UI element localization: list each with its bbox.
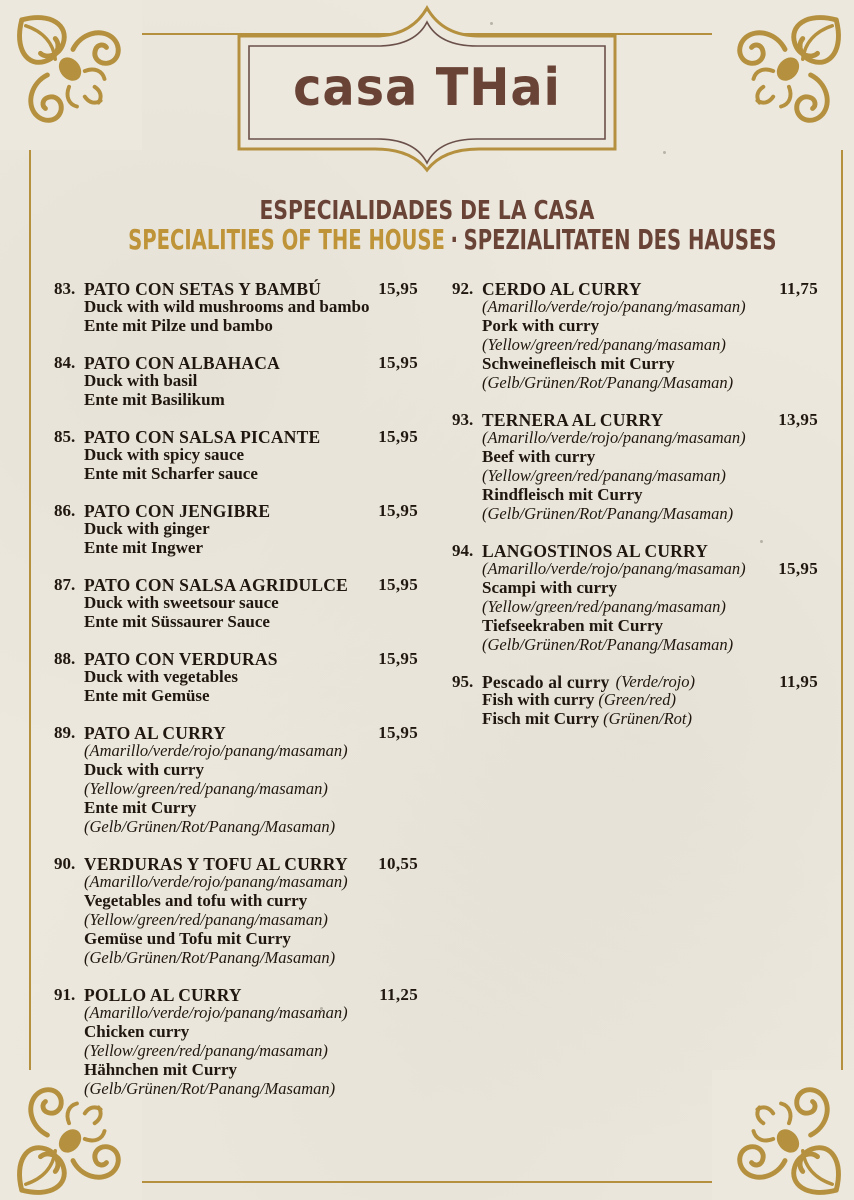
item-number: 91. (54, 985, 76, 1004)
item-title: TERNERA AL CURRY (482, 410, 664, 430)
item-description-line: Duck with basil (84, 371, 198, 390)
item-number: 85. (54, 427, 76, 446)
item-description-line: Ente mit Gemüse (84, 686, 210, 705)
item-title: PATO CON VERDURAS (84, 649, 278, 669)
item-header (54, 650, 418, 668)
item-descriptions (452, 298, 818, 393)
item-description-line: Fisch mit Curry (Grünen/Rot) (482, 709, 692, 728)
menu-item (54, 724, 418, 837)
item-description-line: Chicken curry (84, 1022, 190, 1041)
item-description-line: Beef with curry (482, 447, 596, 466)
item-number: 88. (54, 649, 76, 668)
item-descriptions (54, 668, 418, 706)
item-price: 15,95 (378, 501, 418, 520)
item-title: CERDO AL CURRY (482, 279, 642, 299)
item-price: 15,95 (378, 649, 418, 668)
item-header (54, 502, 418, 520)
item-description-line: (Gelb/Grünen/Rot/Panang/Masaman) (482, 635, 734, 654)
menu-body (54, 280, 818, 1099)
menu-item (54, 354, 418, 410)
thai-floral-corner-ornament-icon (722, 10, 850, 138)
item-descriptions (452, 691, 818, 729)
item-description-line: Ente mit Süssaurer Sauce (84, 612, 270, 631)
item-description-line: Gemüse und Tofu mit Curry (84, 929, 291, 948)
menu-item (452, 280, 818, 393)
item-price: 11,25 (379, 985, 418, 1004)
item-description-line: Duck with wild mushrooms and bambo (84, 297, 370, 316)
item-price: 11,95 (779, 672, 818, 691)
item-price: 15,95 (378, 427, 418, 446)
item-description-line: (Yellow/green/red/panang/masaman) (482, 335, 726, 354)
item-title: PATO CON SALSA PICANTE (84, 427, 321, 447)
item-description-line: (Yellow/green/red/panang/masaman) (84, 779, 328, 798)
item-price: 15,95 (378, 279, 418, 298)
restaurant-name: casa THai (293, 58, 561, 118)
item-description-line: (Gelb/Grünen/Rot/Panang/Masaman) (482, 504, 734, 523)
item-header (452, 280, 818, 298)
item-title-variant: (Verde/rojo) (615, 672, 696, 691)
item-description-line: (Gelb/Grünen/Rot/Panang/Masaman) (84, 817, 336, 836)
item-description-line: (Gelb/Grünen/Rot/Panang/Masaman) (84, 948, 336, 967)
thai-floral-corner-ornament-icon (8, 10, 136, 138)
item-description-line: Hähnchen mit Curry (84, 1060, 237, 1079)
item-description-line: (Amarillo/verde/rojo/panang/masaman) (84, 741, 348, 760)
item-descriptions (54, 1004, 418, 1099)
item-descriptions (54, 520, 418, 558)
item-description-line: (Amarillo/verde/rojo/panang/masaman) (482, 428, 746, 447)
item-description-line: (Gelb/Grünen/Rot/Panang/Masaman) (84, 1079, 336, 1098)
item-description-line: Duck with sweetsour sauce (84, 593, 279, 612)
item-price: 10,55 (378, 854, 418, 873)
item-description-line: (Amarillo/verde/rojo/panang/masaman) (482, 297, 746, 316)
item-title: PATO CON ALBAHACA (84, 353, 280, 373)
item-title: PATO CON SALSA AGRIDULCE (84, 575, 348, 595)
item-number: 84. (54, 353, 76, 372)
item-price: 15,95 (378, 353, 418, 372)
menu-item (54, 650, 418, 706)
item-price: 11,75 (779, 279, 818, 298)
item-description-line: Ente mit Scharfer sauce (84, 464, 258, 483)
item-description-line: Duck with ginger (84, 519, 210, 538)
item-price: 13,95 (778, 410, 818, 429)
item-number: 93. (452, 410, 474, 429)
item-title: Pescado al curry (482, 672, 610, 692)
item-descriptions (54, 873, 418, 968)
item-description-line: (Amarillo/verde/rojo/panang/masaman) (84, 1003, 348, 1022)
paper-speck (490, 22, 493, 25)
item-description-line: (Amarillo/verde/rojo/panang/masaman) (84, 872, 348, 891)
paper-speck (760, 540, 763, 543)
paper-speck (548, 610, 551, 613)
item-number: 83. (54, 279, 76, 298)
menu-item (452, 542, 818, 655)
item-description-line: Duck with spicy sauce (84, 445, 245, 464)
paper-speck (663, 151, 666, 154)
item-description-line: Vegetables and tofu with curry (84, 891, 308, 910)
menu-item (54, 280, 418, 336)
section-title-english: SPECIALITIES OF THE HOUSE (128, 223, 445, 256)
item-price: 15,95 (778, 559, 818, 578)
item-description-line: Fish with curry (Green/red) (482, 690, 676, 709)
item-description-line: Scampi with curry (482, 578, 618, 597)
menu-item (54, 428, 418, 484)
item-description-line: Ente mit Ingwer (84, 538, 203, 557)
item-descriptions (54, 372, 418, 410)
item-number: 94. (452, 541, 474, 560)
item-header (452, 411, 818, 429)
item-title: PATO CON JENGIBRE (84, 501, 271, 521)
item-description-line: Ente mit Pilze und bambo (84, 316, 273, 335)
menu-item (54, 576, 418, 632)
item-header (54, 428, 418, 446)
item-description-line: Schweinefleisch mit Curry (482, 354, 675, 373)
item-title: POLLO AL CURRY (84, 985, 242, 1005)
item-description-line: (Gelb/Grünen/Rot/Panang/Masaman) (482, 373, 734, 392)
section-title-german: SPEZIALITATEN DES HAUSES (463, 223, 777, 256)
item-title: PATO AL CURRY (84, 723, 227, 743)
item-description-line: Tiefseekraben mit Curry (482, 616, 663, 635)
item-number: 92. (452, 279, 474, 298)
paper-speck (320, 1007, 323, 1010)
menu-item (54, 855, 418, 968)
item-description-line: Pork with curry (482, 316, 600, 335)
item-description-line: Ente mit Curry (84, 798, 197, 817)
item-header (54, 724, 418, 742)
item-descriptions (54, 742, 418, 837)
item-title: VERDURAS Y TOFU AL CURRY (84, 854, 348, 874)
item-price: 15,95 (378, 723, 418, 742)
item-number: 86. (54, 501, 76, 520)
item-title: PATO CON SETAS Y BAMBÚ (84, 279, 322, 299)
item-description-line: Duck with curry (84, 760, 204, 779)
menu-item (452, 411, 818, 524)
menu-item (452, 673, 818, 729)
item-price: 15,95 (378, 575, 418, 594)
menu-item (54, 986, 418, 1099)
item-title: LANGOSTINOS AL CURRY (482, 541, 709, 561)
item-number: 90. (54, 854, 76, 873)
menu-column-right (452, 280, 818, 1099)
item-description-line: Duck with vegetables (84, 667, 238, 686)
section-title-spanish: ESPECIALIDADES DE LA CASA (259, 196, 595, 226)
item-header (54, 354, 418, 372)
item-descriptions (452, 560, 818, 655)
item-description-line: (Yellow/green/red/panang/masaman) (482, 597, 726, 616)
item-descriptions (54, 446, 418, 484)
item-descriptions (452, 429, 818, 524)
item-descriptions (54, 594, 418, 632)
item-description-line: (Amarillo/verde/rojo/panang/masaman) (482, 559, 746, 578)
item-number: 95. (452, 672, 474, 691)
item-descriptions (54, 298, 418, 336)
dot-separator: · (450, 223, 458, 256)
item-header (54, 280, 418, 298)
item-description-line: (Yellow/green/red/panang/masaman) (84, 1041, 328, 1060)
item-header (54, 855, 418, 873)
menu-column-left (54, 280, 418, 1099)
item-description-line: (Yellow/green/red/panang/masaman) (482, 466, 726, 485)
item-header (452, 542, 818, 560)
section-title-translations (128, 223, 777, 256)
item-number: 89. (54, 723, 76, 742)
item-description-line: Ente mit Basilikum (84, 390, 225, 409)
item-header (54, 576, 418, 594)
item-header (54, 986, 418, 1004)
item-header (452, 673, 818, 691)
item-description-line: Rindfleisch mit Curry (482, 485, 643, 504)
item-number: 87. (54, 575, 76, 594)
item-description-line: (Yellow/green/red/panang/masaman) (84, 910, 328, 929)
menu-item (54, 502, 418, 558)
